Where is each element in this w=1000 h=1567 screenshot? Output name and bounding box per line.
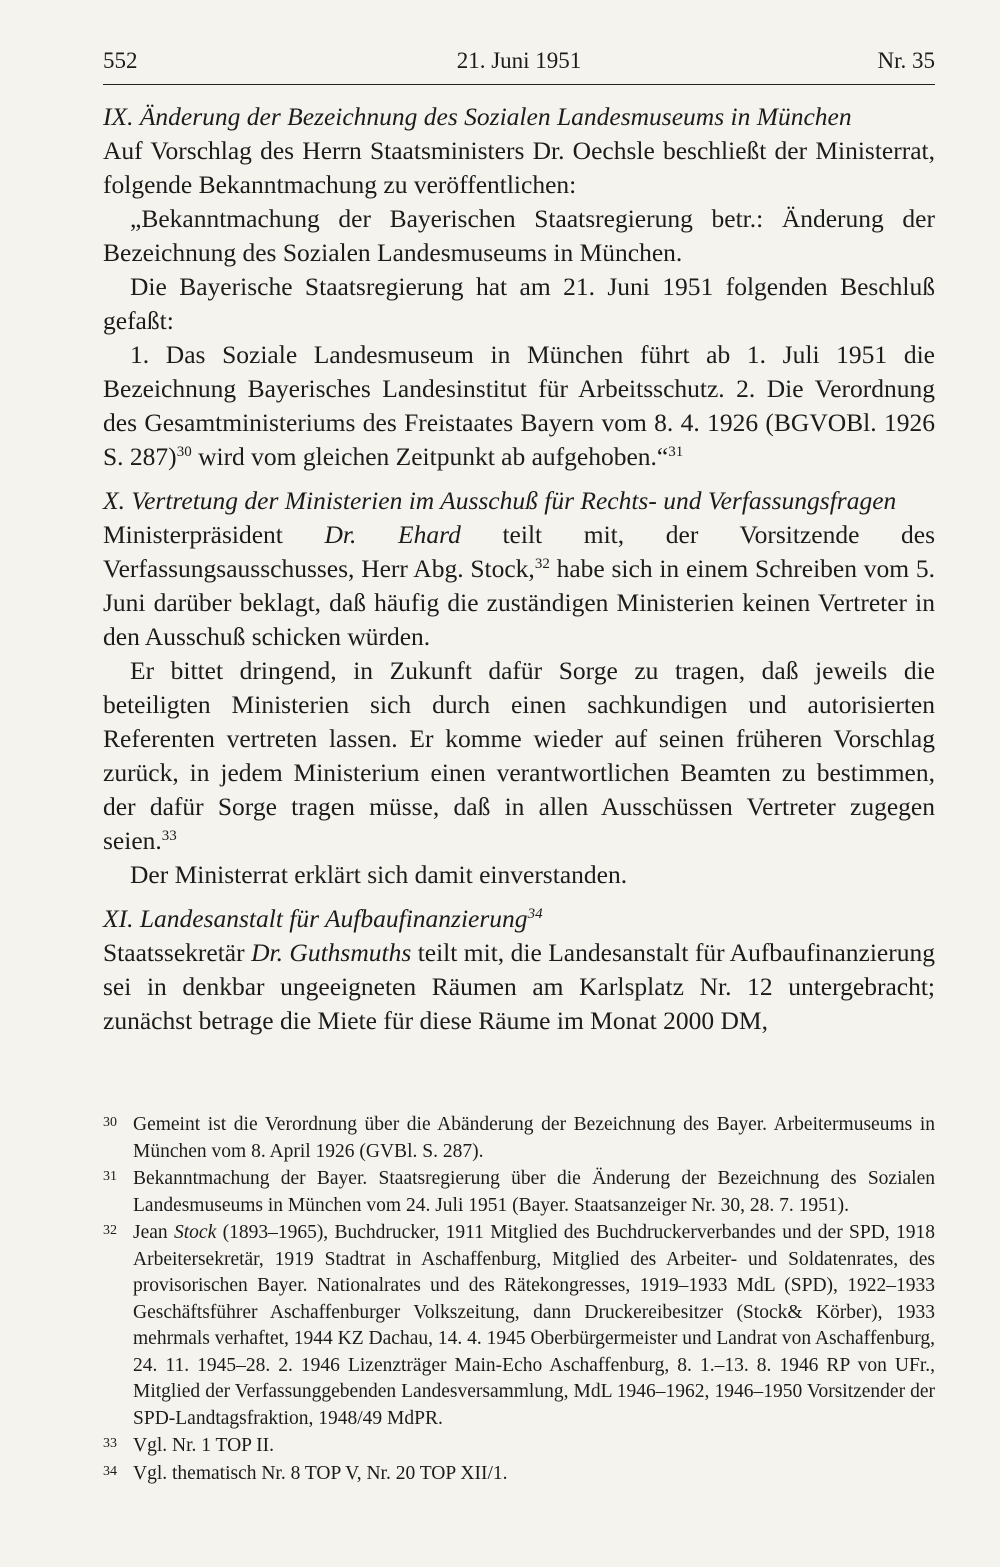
text-run: Staatssekretär [103,938,252,967]
running-header [103,44,935,85]
header-date: 21. Juni 1951 [456,48,582,73]
footnote-text: Gemeint ist die Verordnung über die Abänderung der Bezeichnung des Bayer. Arbeitermuseums in München vom 8. April 1926 (GVBl. S. 287). [133,1114,935,1162]
footnote-number: 32 [103,1223,117,1238]
footnote-30 [103,1112,935,1165]
footnote-ref-30: 30 [176,444,192,460]
section-ix-paragraph-2: „Bekanntmachung der Bayerischen Staatsregierung betr.: Änderung der Bezeichnung des Sozialen Landesmuseums in München. [103,204,935,267]
issue-number: Nr. 35 [877,48,935,73]
footnote-text: (1893–1965), Buchdrucker, 1911 Mitglied des Buchdruckerverbandes und der SPD, 1918 Arbeitersekretär, 1919 Stadtrat in Aschaffenburg, Mitglied des Arbeiter- und Soldatenrates, des provisorischen Bayer. Nationalrates und des Rätekongresses, 1919–1933 MdL (SPD), 1922–1933 Geschäftsführer Aschaffenburger Volkszeitung, dann Druckereibesitzer (Stock& Körber), 1933 mehrmals verhaftet, 1944 KZ Dachau, 14. 4. 1945 Oberbürgermeister und Landrat von Aschaffenburg, 24. 11. 1945–28. 2. 1946 Lizenzträger Main-Echo Aschaffenburg, 8. 1.–13. 8. 1946 RP von UFr., Mitglied der Verfassunggebenden Landesversammlung, MdL 1946–1962, 1946–1950 Vorsitzender der SPD-Landtagsfraktion, 1948/49 MdPR. [133,1222,936,1429]
person-name-guthsmuths: Dr. Guthsmuths [251,938,412,967]
footnote-34 [103,1461,935,1488]
page-number: 552 [103,48,138,73]
title-text: XI. Landesanstalt für Aufbaufinanzierung [103,904,528,933]
footnote-31 [103,1166,935,1219]
decree-text: 1. Das Soziale Landesmuseum in München führt ab 1. Juli 1951 die Bezeichnung Bayerisches Landesinstitut für Arbeitsschutz. 2. Die Verordnung des Gesamtministeriums des Freistaates Bayern vom 8. 4. 1926 (BGVOBl. 1926 S. 287) [103,340,935,471]
section-x-paragraph-1 [103,518,935,654]
footnote-text: Vgl. Nr. 1 TOP II. [133,1435,275,1456]
footnote-number: 31 [103,1169,117,1184]
section-title-xi [103,902,935,936]
text-run: Er bittet dringend, in Zukunft dafür Sorge zu tragen, daß jeweils die beteiligten Ministerien sich durch einen sachkundigen und autorisierten Referenten vertreten lassen. Er komme wieder auf seinen früheren Vorschlag zurück, in jedem Ministerium einen verantwortlichen Beamten zu bestimmen, der dafür Sorge tragen müsse, daß in allen Ausschüssen Vertreter zugegen seien. [103,656,935,855]
text-run: teilt mit, der Vorsitzende des Verfassungsausschusses, Herr Abg. Stock, [103,520,936,583]
person-name-stock: Stock [174,1222,217,1243]
footnote-ref-34: 34 [527,906,543,922]
text-run: habe sich in einem Schreiben vom 5. Juni darüber beklagt, daß häufig die zuständigen Ministerien keinen Vertreter in den Ausschuß schicken würden. [103,554,935,651]
section-title-ix: IX. Änderung der Bezeichnung des Sozialen Landesmuseums in München [103,102,852,131]
section-ix-paragraph-1: Auf Vorschlag des Herrn Staatsministers Dr. Oechsle beschließt der Ministerrat, folgende Bekanntmachung zu veröffentlichen: [103,136,935,199]
footnote-text: Vgl. thematisch Nr. 8 TOP V, Nr. 20 TOP XII/1. [133,1462,508,1484]
footnote-ref-33: 33 [161,828,177,844]
person-name-ehard: Dr. Ehard [324,520,461,549]
footnote-number: 34 [103,1463,117,1479]
section-ix-paragraph-4 [103,338,935,474]
text-run: teilt mit, die Landesanstalt für Aufbaufinanzierung sei in denkbar ungeeigneten Räumen am Karlsplatz Nr. 12 untergebracht; zunächst betrage die Miete für diese Räume im Monat 2000 DM, [103,938,935,1035]
footnote-number: 30 [103,1115,117,1130]
footnote-text: Bekanntmachung der Bayer. Staatsregierung über die Änderung der Bezeichnung des Sozialen Landesmuseums in München vom 24. Juli 1951 (Bayer. Staatsanzeiger Nr. 30, 28. 7. 1951). [133,1168,935,1216]
section-ix-paragraph-3: Die Bayerische Staatsregierung hat am 21. Juni 1951 folgenden Beschluß gefaßt: [103,272,935,335]
section-title-x: X. Vertretung der Ministerien im Ausschuß für Rechts- und Verfassungsfragen [103,486,897,515]
footnote-33 [103,1433,935,1460]
footnotes [103,1112,935,1487]
footnote-text: Jean [133,1222,174,1243]
footnote-number: 33 [103,1436,117,1451]
main-text [103,100,935,1038]
decree-text-end: wird vom gleichen Zeitpunkt ab aufgehoben.“ [198,442,669,471]
section-x-paragraph-3: Der Ministerrat erklärt sich damit einverstanden. [130,860,628,889]
section-x-paragraph-2 [103,654,935,858]
footnote-ref-31: 31 [668,444,684,460]
footnote-32 [103,1220,935,1432]
text-run: Ministerpräsident [103,520,325,549]
section-xi-paragraph-1 [103,936,935,1038]
footnote-ref-32: 32 [534,556,550,572]
